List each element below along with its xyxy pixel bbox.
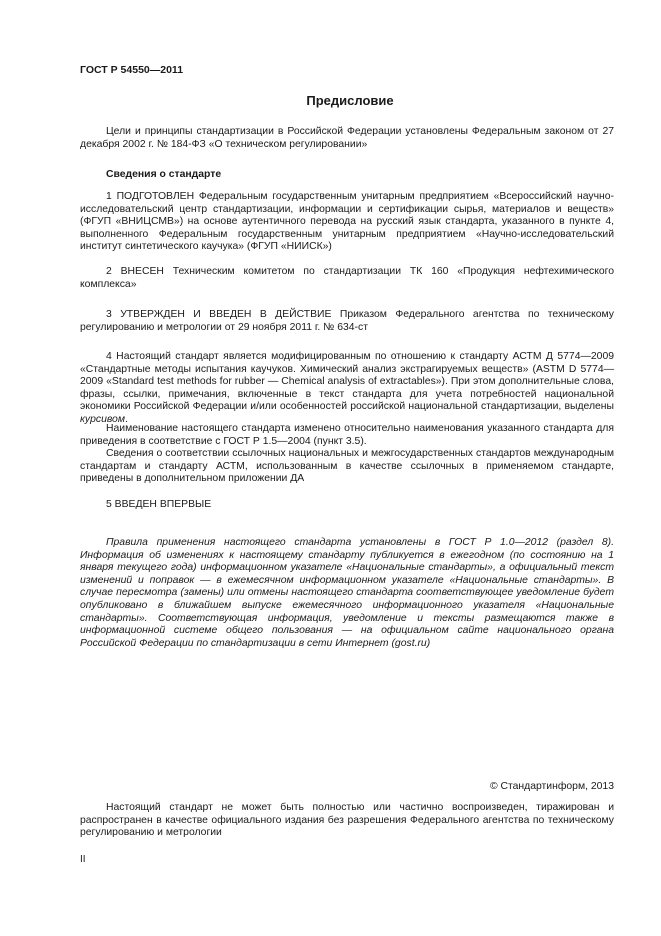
document-number: ГОСТ Р 54550—2011 [80, 64, 184, 76]
intro-paragraph: Цели и принципы стандартизации в Российской Федерации установлены Федеральным законом от 27 декабря 2002 г. № 184-ФЗ «О техническом регулировании» [80, 126, 614, 150]
item-4-name-change: Наименование настоящего стандарта изменено относительно наименования указанного стандарта для приведения в соответствие с ГОСТ Р 1.5—2004 (пункт 3.5). [80, 423, 614, 447]
rules-notice: Правила применения настоящего стандарта установлены в ГОСТ Р 1.0—2012 (раздел 8). Информация об изменениях к настоящему стандарту публикуется в ежегодном (по состоянию на 1 января текущего года) информационном указателе «Национальные стандарты», а официальный текст изменений и поправок — в ежемесячном информационном указателе «Национальные стандарты». В случае пересмотра (замены) или отмены настоящего стандарта соответствующее уведомление будет опубликовано в ближайшем выпуске ежемесячного информационного указателя «Национальные стандарты». Соответствующая информация, уведомление и тексты размещаются также в информационной системе общего пользования — на официальном сайте национального органа Российской Федерации по стандартизации в сети Интернет (gost.ru) [80, 537, 614, 649]
item-4-italic-word: курсивом [80, 413, 125, 425]
item-3-approved: 3 УТВЕРЖДЕН И ВВЕДЕН В ДЕЙСТВИЕ Приказом Федерального агентства по техническому регулированию и метрологии от 29 ноября 2011 г. № 634-ст [80, 309, 614, 333]
copyright: © Стандартинформ, 2013 [489, 781, 614, 792]
item-5-first-introduced: 5 ВВЕДЕН ВПЕРВЫЕ [106, 499, 212, 510]
item-4-modification [80, 351, 614, 427]
item-4-end: . [124, 413, 128, 425]
item-2-introduced: 2 ВНЕСЕН Техническим комитетом по стандартизации ТК 160 «Продукция нефтехимического комплекса» [80, 266, 614, 290]
page-number: II [80, 854, 86, 865]
section-subheading: Сведения о стандарте [106, 169, 222, 180]
item-4-text: 4 Настоящий стандарт является модифицированным по отношению к стандарту АСТМ Д 5774—2009 «Стандартные методы испытания каучуков. Химический анализ экстрагируемых веществ» (ASTM D 5774—2009 «Standard test methods for rubber — Chemical analysis of extractables»). При этом дополнительные слова, фразы, ссылки, примечания, включенные в текст стандарта для учета потребностей национальной экономики Российской Федерации и/или особенностей российской национальной стандартизации, выделены [80, 351, 614, 413]
reproduction-notice: Настоящий стандарт не может быть полностью или частично воспроизведен, тиражирован и распространен в качестве официального издания без разрешения Федерального агентства по техническому регулированию и метрологии [80, 802, 614, 839]
item-1-prepared: 1 ПОДГОТОВЛЕН Федеральным государственным унитарным предприятием «Всероссийский научно-исследовательский центр стандартизации, информации и сертификации сырья, материалов и веществ» (ФГУП «ВНИЦСМВ») на основе аутентичного перевода на русский язык стандарта, указанного в пункте 4, выполненного Федеральным государственным унитарным предприятием «Научно-исследовательский институт синтетического каучука» (ФГУП «НИИСК») [80, 191, 614, 253]
page-title: Предисловие [306, 93, 394, 108]
item-4-references: Сведения о соответствии ссылочных национальных и межгосударственных стандартов международным стандартам и стандарту АСТМ, использованным в качестве ссылочных в применяемом стандарте, приведены в дополнительном приложении ДА [80, 448, 614, 485]
